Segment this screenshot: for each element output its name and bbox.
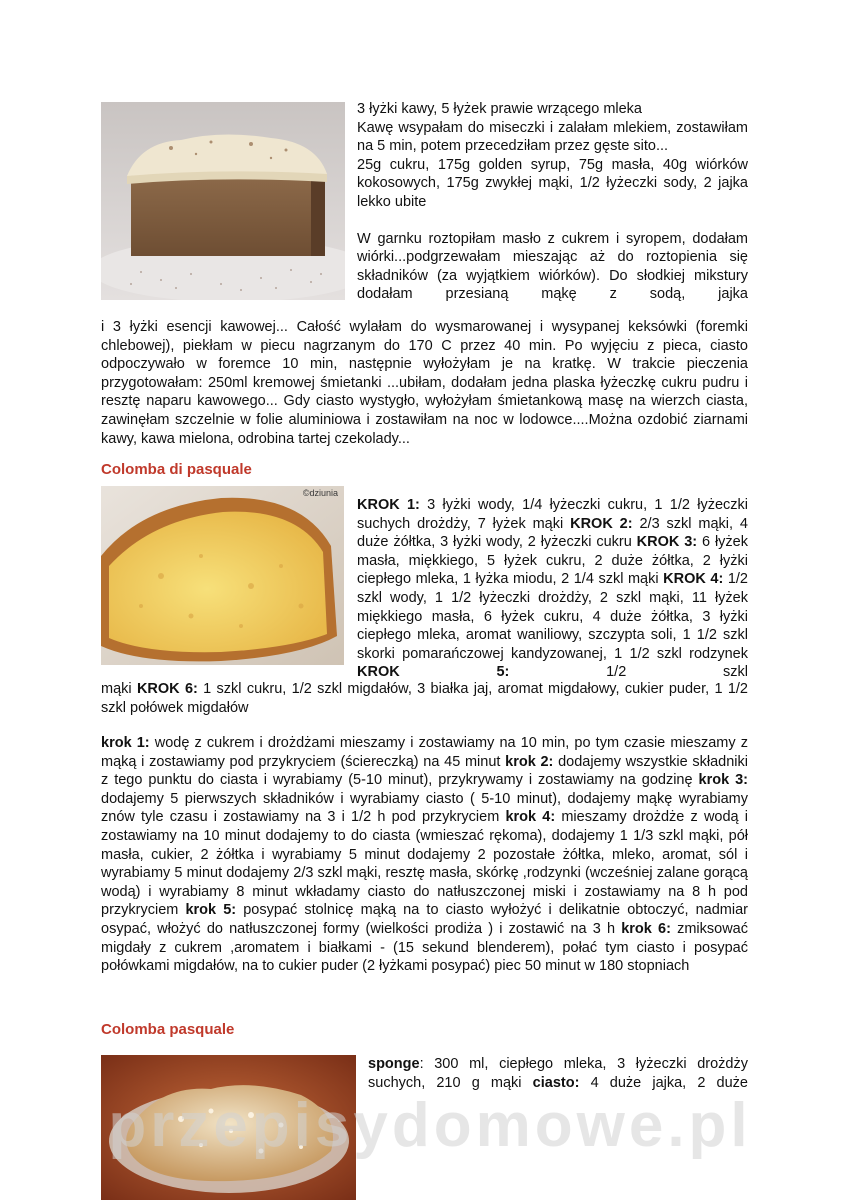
step4-label: KROK 4: [663,571,724,588]
recipe1-side-text [357,100,748,304]
recipe3-title: Colomba pasquale [101,1021,235,1038]
method-step4-label: krok 4: [505,809,556,826]
step4-text: 1/2 szkl wody, 1 1/2 łyżeczki drożdży, 2 szkl mąki, 11 łyżek miękkiego masła, 6 łyżek cukru, 4 duże żółtka, 3 łyżki ciepłego mleka, aromat waniliowy, szczypta soli, 1 1/2 szkl skorki pomarańczowej kandyzowanej, 1 1/2 szkl rodzynek [357,571,748,662]
dough-text: 4 duże jajka, 2 duże [579,1074,748,1091]
step5-text: 1/2 szkl [509,664,748,681]
step3-text: 6 łyżek masła, miękkiego, 5 łyżek cukru, 2 duże żółtka, 2 łyżki ciepłego mleka, 1 łyżka miodu, 2 1/4 szkl mąki [357,534,748,588]
recipe3-text [368,1055,748,1092]
step2-label: KROK 2: [570,515,633,532]
method-step1-label: krok 1: [101,735,150,751]
method-step3-label: krok 3: [698,772,748,789]
recipe1-method-full [101,318,748,448]
recipe2-ingredients-side [357,496,748,682]
method-step1-text: wodę z cukrem i drożdżami mieszamy i zostawiamy na 10 min, po tym czasie mieszamy z mąką i zostawiamy pod przykryciem (ściereczką) na 45 minut [101,735,748,770]
sponge-text: : 300 ml, ciepłego mleka, 3 łyżeczki drożdży suchych, 210 g mąki [368,1056,748,1091]
step5-continued: mąki [101,681,137,697]
photo-caption: ©dziunia [302,488,338,498]
method-step6-text: zmiksować migdały z cukrem ,aromatem i białkami - (15 sekund blenderem), połać tym ciasto i posypać połówkami migdałów, na to cukier puder (2 łyżkami posypać) piec 50 minut w 180 stopniach [101,920,748,975]
method-step5-text: posypać stolnicę mąką na to ciasto wyłożyć i delikatnie obtoczyć, nadmiar osypać, włożyć do natłuszczonej formy (wielkości prodiża ) i zostawić na 3 h [101,902,748,937]
recipe1-method-side: W garnku roztopiłam masło z cukrem i syropem, dodałam wiórki...podgrzewałam mieszając aż do roztopienia się składników (za wyjątkiem wiórków). Do słodkiej mikstury dodałam przesianą mąkę z sodą, jajka [357,230,748,303]
method-step3-text: dodajemy 5 pierwszych składników i wyrabiamy ciasto ( 5-10 minut), dodajemy mąkę wyrabiamy znów tyle czasu i zostawiamy na 3 i 1/2 h pod przykryciem [101,790,748,826]
step3-label: KROK 3: [636,534,698,551]
recipe1-coffee-line: 3 łyżki kawy, 5 łyżek prawie wrzącego mleka [357,101,642,117]
recipe1-ingredients: 25g cukru, 175g golden syrup, 75g masła, 40g wiórków kokosowych, 175g zwykłej mąki, 1/2 łyżeczki sody, 2 jajka lekko ubite [357,156,748,210]
step5-label: KROK 5: [357,664,510,681]
method-step2-label: krok 2: [505,753,554,770]
colomba-photo [101,486,344,665]
step1-label: KROK 1: [357,497,420,513]
method-step5-label: krok 5: [185,902,237,919]
method-step4-text: mieszamy drożdże z wodą i zostawiamy na 10 minut dodajemy to do ciasta (wmieszać rękoma), dodajemy 1 1/3 szkl mąki, pół masła, cukier, 2 żółtka i wyrabiamy 5 minut dodajemy 2 pozostałe żółtka, mleko, aromat, sól i wyrabiamy 5 minut dodajemy 2/3 szkl mąki, resztę masła, skórkę ,rodzynki (wcześniej zalane gorącą wodą) i wyrabiamy 8 minut wkładamy ciasto do natłuszczonej miski i zostawiamy na 8 h pod przykryciem [101,809,749,919]
step1-text: 3 łyżki wody, 1/4 łyżeczki cukru, 1 1/2 łyżeczki suchych drożdży, 7 łyżek mąki [357,497,748,532]
recipe1-method-full-text: i 3 łyżki esencji kawowej... Całość wylałam do wysmarowanej i wysypanej keksówki (foremki chlebowej), piekłam w piecu nagrzanym do 170 C przez 40 min. Po wyjęciu z pieca, ciasto odpoczywało w foremce 10 min, następnie wyłożyłam je na kratkę. W trakcie pieczenia przygotowałam: 250ml kremowej śmietanki ...ubiłam, dodałam jedna plaska łyżeczkę cukru pudru i resztę naparu kawowego... Gdy ciasto wystygło, wyłożyłam śmietankową masę na wierzch ciasta, zawinęłam szczelnie w folie aluminiowa i zostawiłam na noc w lodowce....Można ozdobić ziarnami kawy, kawa mielona, odrobina tartej czekolady... [101,319,748,447]
sponge-label: sponge [368,1056,420,1072]
site-watermark: przepisydomowe.pl [108,1091,752,1160]
recipe2-title: Colomba di pasquale [101,461,252,478]
step6-text: 1 szkl cukru, 1/2 szkl migdałów, 3 białka jaj, aromat migdałowy, cukier puder, 1 1/2 szkl połówek migdałów [101,681,748,716]
step6-label: KROK 6: [136,681,198,697]
method-step2-text: dodajemy wszystkie składniki z tego punktu do ciasta i wyrabiamy (5-10 minut), przykrywamy i zostawiamy na godzinę [101,753,748,789]
method-step6-label: krok 6: [621,920,671,937]
step2-text: 2/3 szkl mąki, 4 duże żółtka, 3 łyżki wody, 2 łyżeczki cukru [357,515,748,551]
colomba-pasquale-photo [101,1055,356,1200]
recipe2-ingredients-full [101,680,748,717]
recipe1-coffee-method: Kawę wsypałam do miseczki i zalałam mlekiem, zostawiłam na 5 min, potem przecedziłam przez gęste sito... [357,119,748,155]
recipe2-method [101,734,748,976]
coffee-cake-photo [101,102,345,300]
dough-label: ciasto: [532,1074,580,1091]
